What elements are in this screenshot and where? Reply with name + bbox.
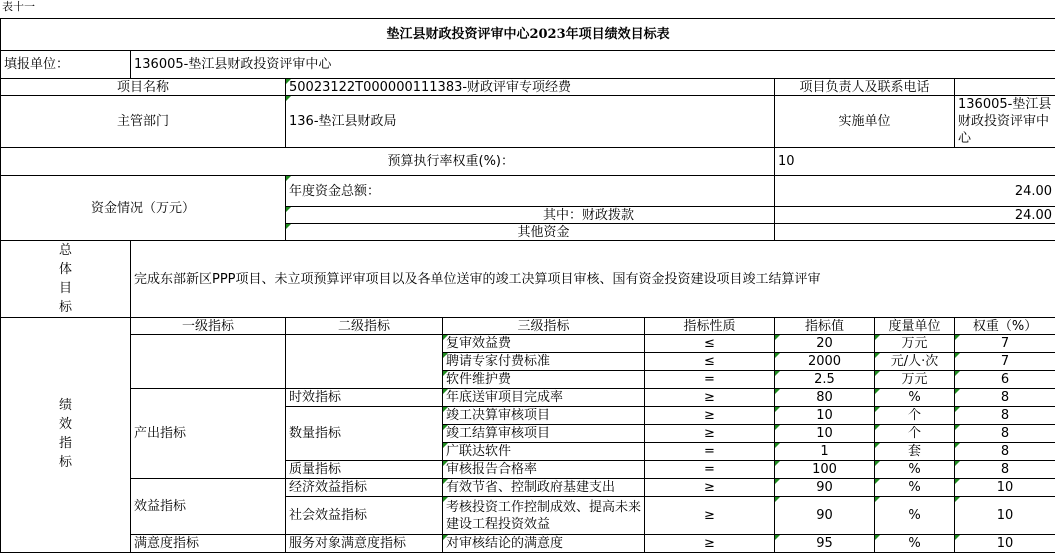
- nature-cell: ≥: [645, 479, 775, 497]
- nature-cell: =: [645, 461, 775, 479]
- level2-social: 社会效益指标: [286, 497, 443, 535]
- nature-cell: =: [645, 371, 775, 389]
- fill-unit-label: 填报单位：: [1, 51, 131, 79]
- header-unit: 度量单位: [875, 318, 955, 335]
- level2-cost: [286, 335, 443, 389]
- l3-cell: 广联达软件: [443, 443, 645, 461]
- l3-cell: 年底送审项目完成率: [443, 389, 645, 407]
- project-name-value: 50023122T000000111383-财政评审专项经费: [286, 79, 775, 96]
- fiscal-value: 24.00: [775, 207, 1055, 224]
- unit-cell: 元/人·次: [875, 353, 955, 371]
- weight-cell: 8: [955, 407, 1055, 425]
- weight-cell: 8: [955, 389, 1055, 407]
- budget-rate-value: 10: [775, 148, 1055, 176]
- unit-cell: 套: [875, 443, 955, 461]
- value-cell: 2.5: [775, 371, 875, 389]
- level2-service: 服务对象满意度指标: [286, 535, 443, 553]
- table-row: [1, 479, 1055, 497]
- header-value: 指标值: [775, 318, 875, 335]
- perf-label-cell: [1, 318, 131, 553]
- weight-cell: 6: [955, 371, 1055, 389]
- header-nature: 指标性质: [645, 318, 775, 335]
- level2-economic: 经济效益指标: [286, 479, 443, 497]
- level1-effect: 效益指标: [131, 479, 286, 535]
- annual-total-label: 年度资金总额：: [286, 176, 775, 207]
- level1-output: 产出指标: [131, 389, 286, 479]
- l3-cell: 竣工决算审核项目: [443, 407, 645, 425]
- l3-cell: 对审核结论的满意度: [443, 535, 645, 553]
- table-row: [1, 535, 1055, 553]
- weight-cell: 8: [955, 461, 1055, 479]
- contact-value: [955, 79, 1055, 96]
- value-cell: 1: [775, 443, 875, 461]
- unit-cell: %: [875, 497, 955, 535]
- l3-cell: 软件维护费: [443, 371, 645, 389]
- project-name-label: 项目名称: [1, 79, 286, 96]
- header-level3: 三级指标: [443, 318, 645, 335]
- goal-label: 总体目标: [59, 241, 73, 317]
- value-cell: 10: [775, 425, 875, 443]
- unit-cell: %: [875, 461, 955, 479]
- nature-cell: ≥: [645, 407, 775, 425]
- weight-cell: 8: [955, 425, 1055, 443]
- page-title: 垫江县财政投资评审中心2023年项目绩效目标表: [1, 19, 1055, 51]
- other-label: 其他资金: [286, 224, 775, 241]
- level2-quantity: 数量指标: [286, 407, 443, 461]
- value-cell: 80: [775, 389, 875, 407]
- header-level2: 二级指标: [286, 318, 443, 335]
- weight-cell: 7: [955, 353, 1055, 371]
- unit-cell: %: [875, 535, 955, 553]
- nature-cell: ≥: [645, 497, 775, 535]
- unit-cell: %: [875, 479, 955, 497]
- weight-cell: 8: [955, 443, 1055, 461]
- funds-label: 资金情况（万元）: [1, 176, 286, 241]
- value-cell: 95: [775, 535, 875, 553]
- level2-quality: 质量指标: [286, 461, 443, 479]
- unit-cell: %: [875, 389, 955, 407]
- unit-cell: 万元: [875, 371, 955, 389]
- value-cell: 100: [775, 461, 875, 479]
- l3-cell: 聘请专家付费标准: [443, 353, 645, 371]
- other-value: [775, 224, 1055, 241]
- table-row: [1, 389, 1055, 407]
- fiscal-label: 其中：财政拨款: [286, 207, 775, 224]
- l3-cell: 有效节省、控制政府基建支出: [443, 479, 645, 497]
- weight-cell: 7: [955, 335, 1055, 353]
- dept-value: 136-垫江县财政局: [286, 96, 775, 148]
- level1-blank: [131, 335, 286, 389]
- nature-cell: ≥: [645, 535, 775, 553]
- nature-cell: ≤: [645, 335, 775, 353]
- weight-cell: 10: [955, 497, 1055, 535]
- weight-cell: 10: [955, 479, 1055, 497]
- dept-label: 主管部门: [1, 96, 286, 148]
- weight-cell: 10: [955, 535, 1055, 553]
- goal-text: 完成东部新区PPP项目、未立项预算评审项目以及各单位送审的竣工决算项目审核、国有资金投资建设项目竣工结算评审: [131, 241, 1055, 318]
- header-weight: 权重（%）: [955, 318, 1055, 335]
- sheet-label: 表十一: [0, 0, 35, 14]
- header-level1: 一级指标: [131, 318, 286, 335]
- nature-cell: ≥: [645, 389, 775, 407]
- nature-cell: ≤: [645, 353, 775, 371]
- annual-total-value: 24.00: [775, 176, 1055, 207]
- level2-timeliness: 时效指标: [286, 389, 443, 407]
- l3-cell: 审核报告合格率: [443, 461, 645, 479]
- value-cell: 2000: [775, 353, 875, 371]
- l3-cell: 竣工结算审核项目: [443, 425, 645, 443]
- nature-cell: ≥: [645, 425, 775, 443]
- table-row: [1, 335, 1055, 353]
- nature-cell: =: [645, 443, 775, 461]
- goal-label-cell: [1, 241, 131, 318]
- performance-table: [0, 18, 1055, 553]
- impl-value: 136005-垫江县财政投资评审中心: [955, 96, 1055, 148]
- fill-unit-value: 136005-垫江县财政投资评审中心: [131, 51, 1055, 79]
- budget-rate-label: 预算执行率权重(%)：: [1, 148, 775, 176]
- value-cell: 20: [775, 335, 875, 353]
- value-cell: 90: [775, 497, 875, 535]
- l3-cell: 复审效益费: [443, 335, 645, 353]
- value-cell: 10: [775, 407, 875, 425]
- level1-satisfaction: 满意度指标: [131, 535, 286, 553]
- perf-label: 绩效指标: [59, 396, 73, 472]
- value-cell: 90: [775, 479, 875, 497]
- unit-cell: 个: [875, 425, 955, 443]
- l3-cell: 考核投资工作控制成效、提高未来建设工程投资效益: [443, 497, 645, 535]
- unit-cell: 个: [875, 407, 955, 425]
- unit-cell: 万元: [875, 335, 955, 353]
- impl-label: 实施单位: [775, 96, 955, 148]
- contact-label: 项目负责人及联系电话: [775, 79, 955, 96]
